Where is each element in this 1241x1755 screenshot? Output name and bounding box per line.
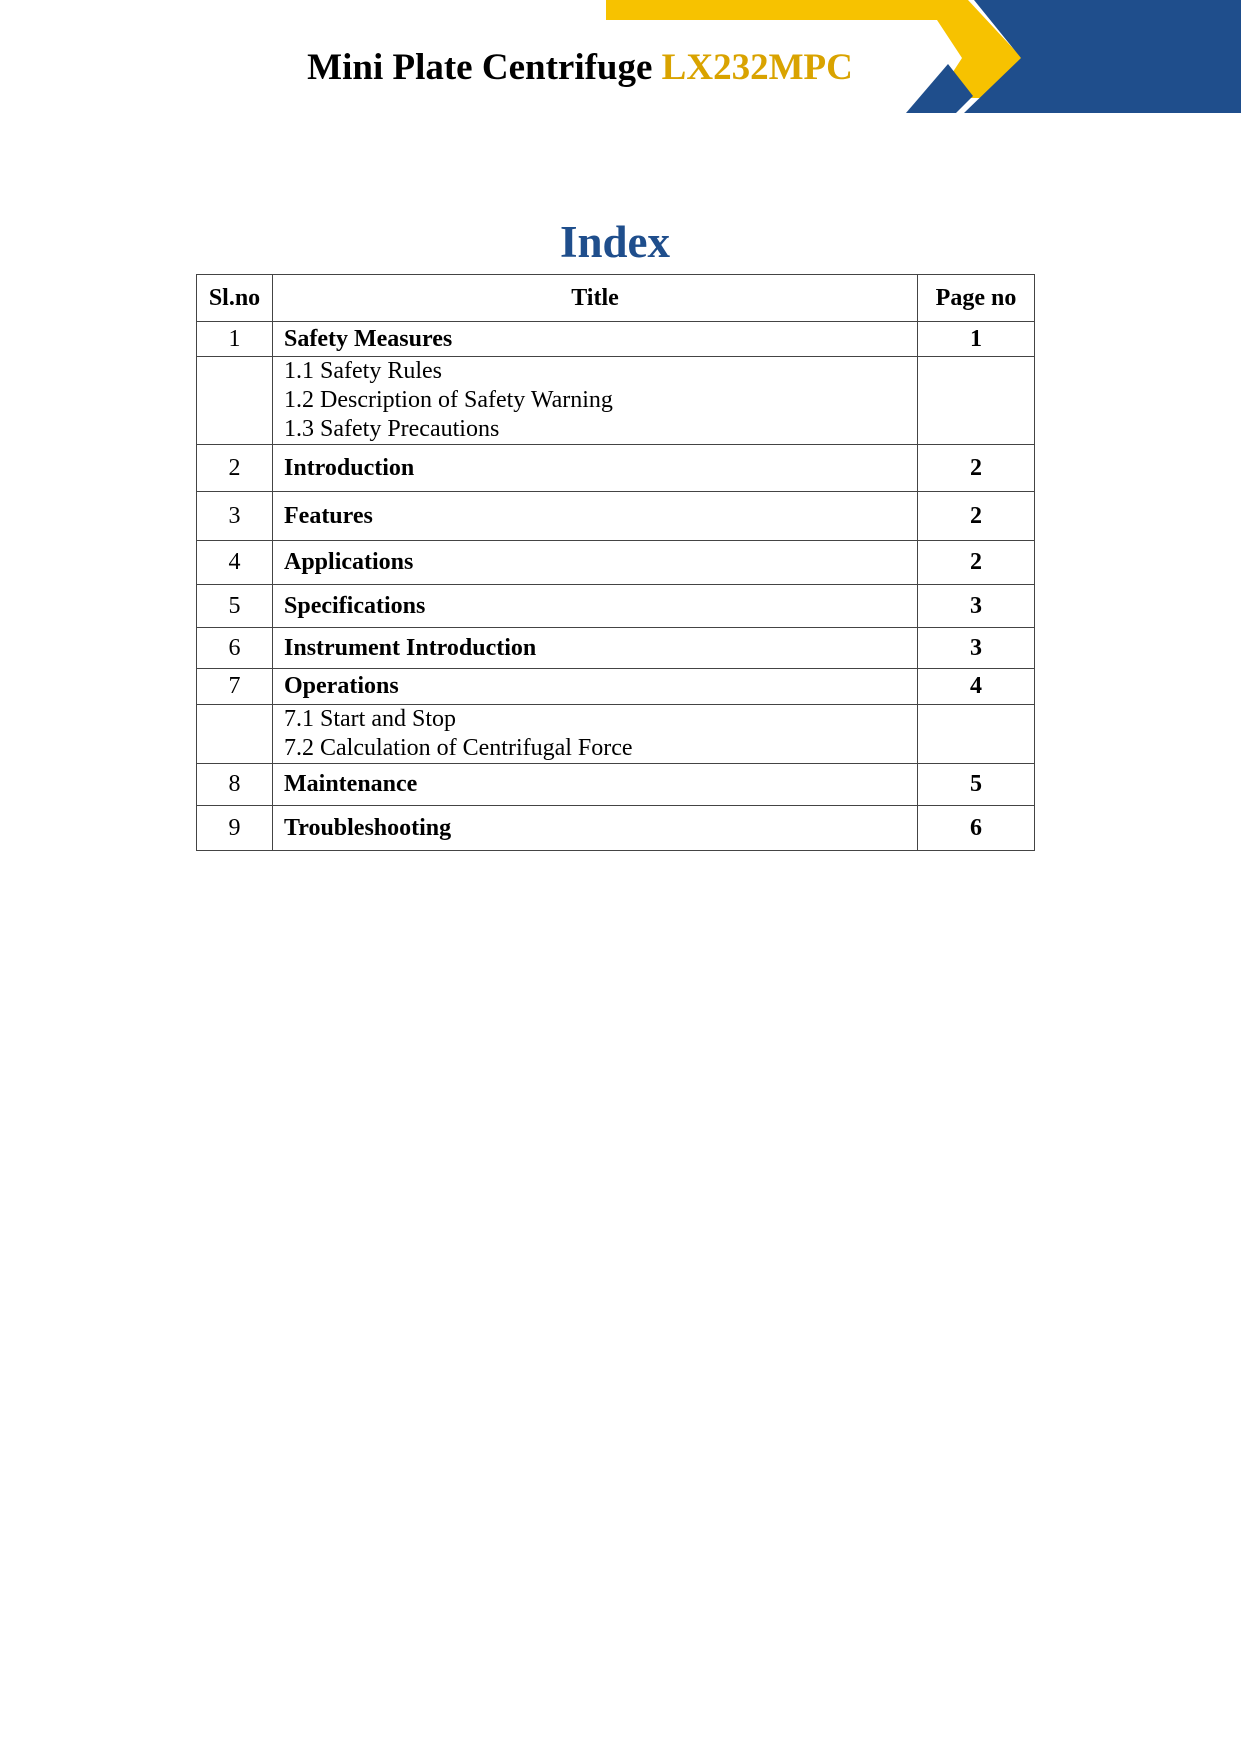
- index-heading: Index: [559, 217, 671, 267]
- row-serial-number: 1: [197, 322, 273, 357]
- subsection-item: 7.1 Start and Stop: [284, 706, 456, 732]
- table-header-row: [197, 275, 1035, 322]
- row-serial-number: 9: [197, 806, 273, 851]
- table-row: [197, 541, 1035, 585]
- empty-cell: [918, 357, 1035, 445]
- empty-cell: [197, 705, 273, 764]
- table-subsection-row: [197, 357, 1035, 445]
- document-title: [0, 44, 1160, 92]
- row-page-number: 3: [918, 585, 1035, 628]
- table-subsection-row: [197, 705, 1035, 764]
- subsection-list: [273, 705, 918, 764]
- row-serial-number: 7: [197, 669, 273, 705]
- row-page-number: 1: [918, 322, 1035, 357]
- table-row: [197, 322, 1035, 357]
- row-page-number: 5: [918, 764, 1035, 806]
- table-row: [197, 628, 1035, 669]
- row-serial-number: 4: [197, 541, 273, 585]
- table-row: [197, 669, 1035, 705]
- row-serial-number: 5: [197, 585, 273, 628]
- row-title: Introduction: [273, 445, 918, 492]
- empty-cell: [918, 705, 1035, 764]
- row-page-number: 2: [918, 492, 1035, 541]
- row-title: Instrument Introduction: [273, 628, 918, 669]
- column-header-title: Title: [273, 275, 918, 322]
- row-title: Applications: [273, 541, 918, 585]
- row-title: Maintenance: [273, 764, 918, 806]
- row-page-number: 6: [918, 806, 1035, 851]
- row-title: Specifications: [273, 585, 918, 628]
- index-table-body: [197, 322, 1035, 851]
- subsection-item: 1.1 Safety Rules: [284, 358, 442, 384]
- row-title: Troubleshooting: [273, 806, 918, 851]
- subsection-item: 7.2 Calculation of Centrifugal Force: [284, 735, 633, 761]
- column-header-sl: Sl.no: [197, 275, 273, 322]
- document-title-main: Mini Plate Centrifuge: [307, 47, 653, 88]
- row-title: Safety Measures: [273, 322, 918, 357]
- table-row: [197, 585, 1035, 628]
- subsection-item: 1.2 Description of Safety Warning: [284, 387, 613, 413]
- subsection-item: 1.3 Safety Precautions: [284, 416, 500, 442]
- table-row: [197, 445, 1035, 492]
- empty-cell: [197, 357, 273, 445]
- row-title: Features: [273, 492, 918, 541]
- table-row: [197, 764, 1035, 806]
- index-table: [196, 274, 1035, 851]
- subsection-list: [273, 357, 918, 445]
- row-serial-number: 2: [197, 445, 273, 492]
- row-page-number: 2: [918, 445, 1035, 492]
- document-title-model: LX232MPC: [661, 47, 853, 88]
- table-row: [197, 492, 1035, 541]
- row-page-number: 3: [918, 628, 1035, 669]
- row-title: Operations: [273, 669, 918, 705]
- row-serial-number: 6: [197, 628, 273, 669]
- table-row: [197, 806, 1035, 851]
- row-page-number: 4: [918, 669, 1035, 705]
- row-serial-number: 3: [197, 492, 273, 541]
- row-page-number: 2: [918, 541, 1035, 585]
- row-serial-number: 8: [197, 764, 273, 806]
- column-header-page: Page no: [918, 275, 1035, 322]
